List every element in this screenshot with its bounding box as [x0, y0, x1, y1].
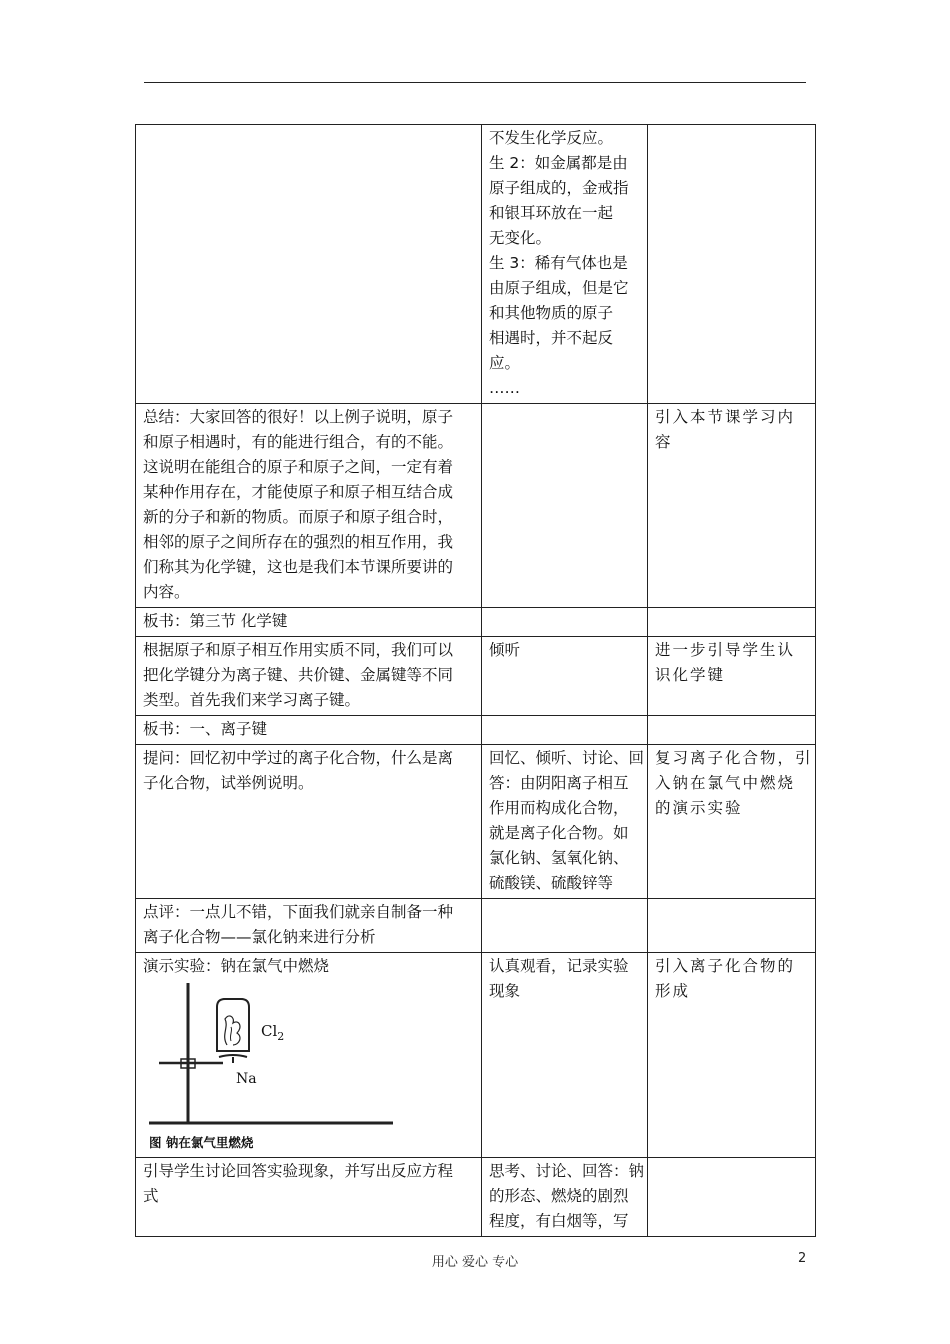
sodium-label: Na — [236, 1071, 257, 1087]
teacher-text-line: 引导学生讨论回答实验现象，并写出反应方程 — [143, 1162, 454, 1180]
student-text-line: 认真观看，记录实验 — [489, 957, 629, 975]
student-text-line: 不发生化学反应。 — [489, 129, 614, 147]
student-text-line: 回忆、倾听、讨论、回 — [489, 749, 645, 767]
intent-text-line: 容 — [655, 433, 673, 451]
footer-motto: 用心 爱心 专心 — [431, 1255, 519, 1270]
teacher-cell — [136, 899, 482, 953]
intent-text-line: 的演示实验 — [655, 799, 743, 817]
intent-text-line: 引入离子化合物的 — [655, 957, 796, 975]
teacher-text-line: 根据原子和原子相互作用实质不同，我们可以 — [143, 641, 454, 659]
student-text-line: 就是离子化合物。如 — [489, 824, 629, 842]
chlorine-symbol: Cl — [261, 1022, 278, 1040]
teacher-cell — [136, 1158, 482, 1237]
intent-cell — [648, 125, 816, 404]
student-cell — [482, 608, 648, 637]
intent-text-line: 识化学键 — [655, 666, 726, 684]
student-cell — [482, 1158, 648, 1237]
experiment-figure — [143, 979, 443, 1155]
student-text-line: 生 3：稀有气体也是 — [489, 254, 628, 272]
student-text-line: 原子组成的，金戒指 — [489, 179, 629, 197]
student-text-line: 硫酸镁、硫酸锌等 — [489, 874, 614, 892]
sodium-chlorine-apparatus-illustration — [143, 979, 443, 1155]
intent-text-line: 引入本节课学习内 — [655, 408, 796, 426]
table-row — [136, 608, 816, 637]
table-row — [136, 637, 816, 716]
teacher-text-line: 某种作用存在，才能使原子和原子相互结合成 — [143, 483, 454, 501]
student-text-line: 由原子组成，但是它 — [489, 279, 629, 297]
student-cell — [482, 899, 648, 953]
teacher-text-line: 和原子相遇时，有的能进行组合，有的不能。 — [143, 433, 454, 451]
student-text-line: …… — [489, 379, 520, 397]
student-text-line: 应。 — [489, 354, 521, 372]
student-cell — [482, 404, 648, 608]
page-number: 2 — [798, 1251, 807, 1266]
teacher-text-line: 这说明在能组合的原子和原子之间，一定有着 — [143, 458, 454, 476]
chlorine-subscript: 2 — [277, 1030, 285, 1043]
teacher-text-line: 离子化合物——氯化钠来进行分析 — [143, 928, 376, 946]
intent-text-line: 复习离子化合物，引 — [655, 749, 813, 767]
teacher-text-line: 们称其为化学键，这也是我们本节课所要讲的 — [143, 558, 454, 576]
intent-cell — [648, 637, 816, 716]
student-text-line: 作用而构成化合物， — [489, 799, 629, 817]
intent-cell — [648, 953, 816, 1158]
intent-cell — [648, 1158, 816, 1237]
teacher-text-line: 把化学键分为离子键、共价键、金属键等不同 — [143, 666, 454, 684]
teacher-text-line: 类型。首先我们来学习离子键。 — [143, 691, 361, 709]
lesson-table — [135, 124, 816, 1237]
intent-text-line: 形成 — [655, 982, 691, 1000]
teacher-cell — [136, 637, 482, 716]
table-row — [136, 716, 816, 745]
student-text-line: 无变化。 — [489, 229, 552, 247]
header-rule — [144, 82, 806, 83]
student-cell — [482, 745, 648, 899]
table-row — [136, 899, 816, 953]
teacher-text-line: 点评：一点儿不错，下面我们就亲自制备一种 — [143, 903, 454, 921]
table-row — [136, 404, 816, 608]
teacher-cell — [136, 608, 482, 637]
student-text-line: 和其他物质的原子 — [489, 304, 614, 322]
intent-cell — [648, 404, 816, 608]
table-row — [136, 953, 816, 1158]
teacher-text-line: 板书：一、离子键 — [143, 720, 268, 738]
student-cell — [482, 637, 648, 716]
teacher-cell — [136, 125, 482, 404]
teacher-text-line: 板书：第三节 化学键 — [143, 612, 288, 630]
table-row — [136, 125, 816, 404]
teacher-text-line: 新的分子和新的物质。而原子和原子组合时， — [143, 508, 454, 526]
intent-text-line: 入钠在氯气中燃烧 — [655, 774, 796, 792]
student-cell — [482, 953, 648, 1158]
student-cell — [482, 125, 648, 404]
intent-cell — [648, 608, 816, 637]
student-text-line: 答：由阴阳离子相互 — [489, 774, 629, 792]
teacher-text-line: 提问：回忆初中学过的离子化合物，什么是离 — [143, 749, 454, 767]
teacher-cell — [136, 716, 482, 745]
teacher-cell — [136, 953, 482, 1158]
intent-text-line: 进一步引导学生认 — [655, 641, 796, 659]
intent-cell — [648, 716, 816, 745]
student-text-line: 和银耳环放在一起 — [489, 204, 614, 222]
chlorine-label — [261, 1019, 284, 1049]
teacher-text-line: 演示实验：钠在氯气中燃烧 — [143, 957, 330, 975]
student-text-line: 现象 — [489, 982, 521, 1000]
student-text-line: 倾听 — [489, 641, 521, 659]
student-text-line: 相遇时，并不起反 — [489, 329, 614, 347]
student-text-line: 的形态、燃烧的剧烈 — [489, 1187, 629, 1205]
teacher-text-line: 子化合物，试举例说明。 — [143, 774, 314, 792]
figure-caption: 图 钠在氯气里燃烧 — [149, 1135, 254, 1150]
student-text-line: 程度，有白烟等，写 — [489, 1212, 629, 1230]
teacher-text-line: 式 — [143, 1187, 159, 1205]
teacher-text-line: 内容。 — [143, 583, 190, 601]
intent-cell — [648, 745, 816, 899]
teacher-cell — [136, 745, 482, 899]
teacher-text-line: 相邻的原子之间所存在的强烈的相互作用，我 — [143, 533, 454, 551]
teacher-text-line: 总结：大家回答的很好！以上例子说明，原子 — [143, 408, 454, 426]
intent-cell — [648, 899, 816, 953]
table-row — [136, 1158, 816, 1237]
teacher-cell — [136, 404, 482, 608]
student-cell — [482, 716, 648, 745]
student-text-line: 生 2：如金属都是由 — [489, 154, 628, 172]
table-row — [136, 745, 816, 899]
student-text-line: 思考、讨论、回答：钠 — [489, 1162, 645, 1180]
student-text-line: 氯化钠、氢氧化钠、 — [489, 849, 629, 867]
